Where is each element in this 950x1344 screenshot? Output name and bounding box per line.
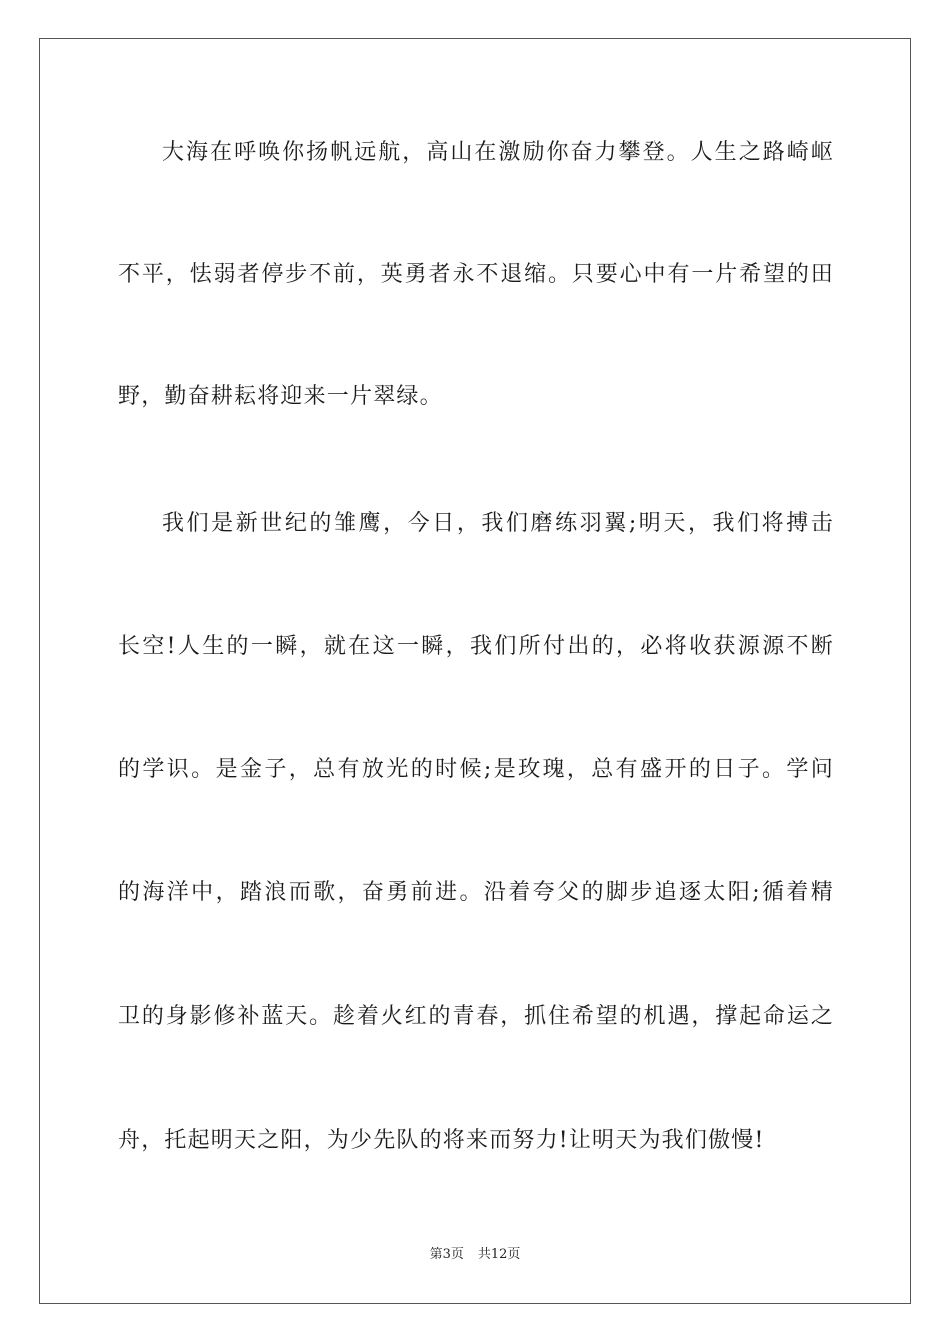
paragraph-2-line-4: 的海洋中，踏浪而歌，奋勇前进。沿着夸父的脚步追逐太阳;循着精: [118, 880, 834, 905]
paragraph-2-line-2: 长空!人生的一瞬，就在这一瞬，我们所付出的，必将收获源源不断: [118, 634, 834, 659]
paragraph-2-line-1: 我们是新世纪的雏鹰，今日，我们磨练羽翼;明天，我们将搏击: [162, 511, 834, 536]
page-footer: [0, 1246, 950, 1264]
page-total: 共12页: [477, 1247, 521, 1262]
paragraph-1-line-3: 野，勤奋耕耘将迎来一片翠绿。: [118, 384, 443, 409]
page-number: 第3页: [429, 1247, 464, 1262]
paragraph-2-line-3: 的学识。是金子，总有放光的时候;是玫瑰，总有盛开的日子。学问: [118, 757, 834, 782]
paragraph-1-line-2: 不平，怯弱者停步不前，英勇者永不退缩。只要心中有一片希望的田: [118, 262, 834, 287]
page-border: [39, 38, 911, 1304]
paragraph-2-line-6: 舟，托起明天之阳，为少先队的将来而努力!让明天为我们傲慢!: [118, 1128, 765, 1153]
paragraph-2-line-5: 卫的身影修补蓝天。趁着火红的青春，抓住希望的机遇，撑起命运之: [118, 1004, 834, 1029]
paragraph-1-line-1: 大海在呼唤你扬帆远航，高山在激励你奋力攀登。人生之路崎岖: [162, 140, 834, 165]
